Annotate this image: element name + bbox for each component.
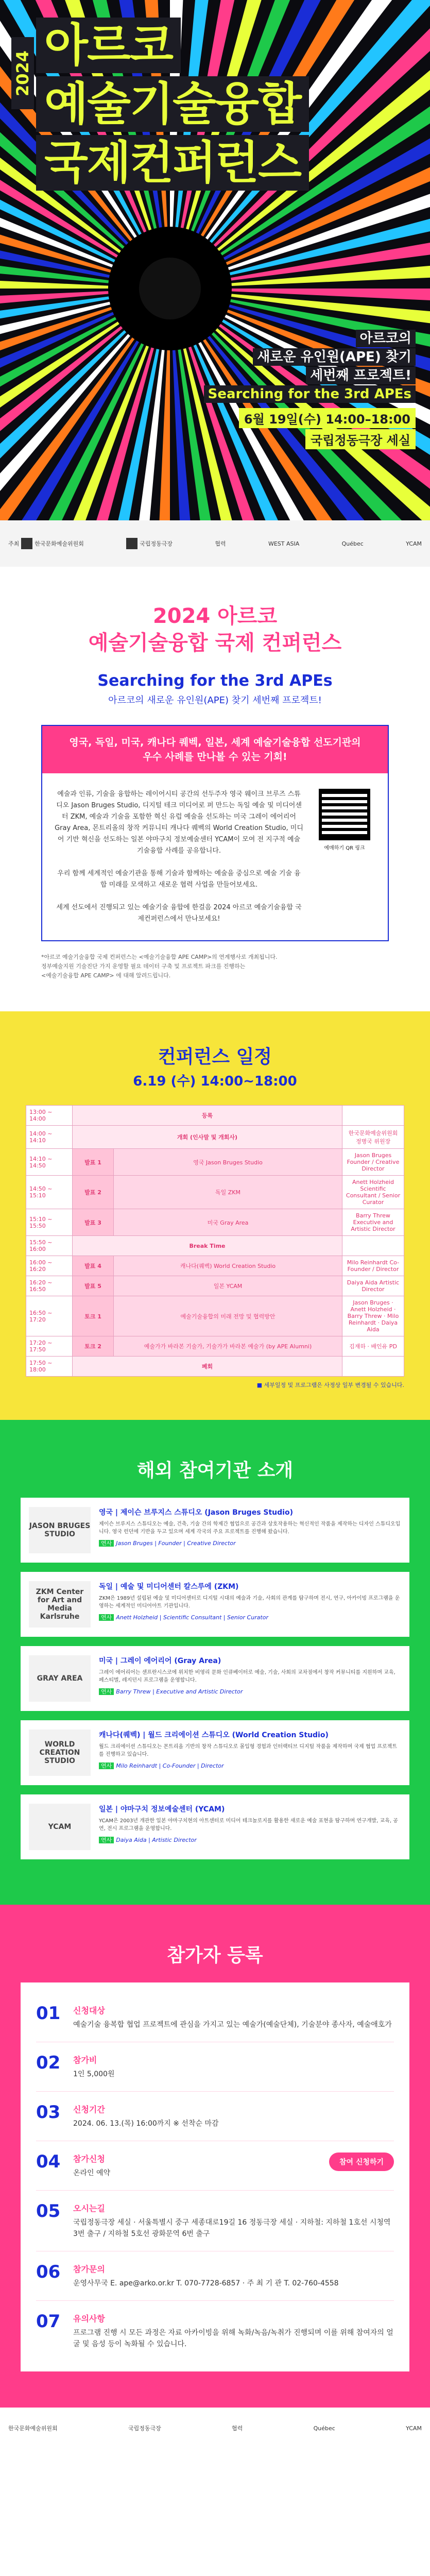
schedule-time: 16:00 ~ 16:20: [26, 1256, 73, 1276]
schedule-speaker: Jason Bruges · Anett Holzheid · Barry Threw · Milo Reinhardt · Daiya Aida: [342, 1296, 404, 1336]
speaker-tag: 연사: [99, 1762, 114, 1769]
registration-heading: 참가비: [73, 2055, 97, 2065]
schedule-item: 예술기술융합의 미래 전망 및 협력방안: [114, 1296, 342, 1336]
schedule-row: [26, 1296, 404, 1336]
schedule-item: 미국 Gray Area: [114, 1209, 342, 1236]
arko-logo-icon: [21, 538, 32, 549]
registration-number: 04: [36, 2151, 61, 2172]
registration-heading: 유의사항: [73, 2314, 105, 2324]
schedule-time: 13:00 ~ 14:00: [26, 1106, 73, 1126]
logo-quebec: Québec: [341, 540, 364, 547]
hero-title: [36, 18, 420, 194]
schedule-row: [26, 1149, 404, 1176]
intro-box: [41, 725, 389, 941]
institution-speaker: 연사 Milo Reinhardt | Co-Founder | Director: [99, 1761, 401, 1770]
registration-number: 05: [36, 2201, 61, 2222]
schedule-time: 16:50 ~ 17:20: [26, 1296, 73, 1336]
footer-logos: [0, 2408, 430, 2449]
registration-item: [36, 2251, 394, 2301]
intro-title-1: 2024 아르코: [152, 604, 278, 628]
hero-title-line-3: 국제컨퍼런스: [36, 135, 309, 191]
schedule-time: 16:20 ~ 16:50: [26, 1276, 73, 1296]
schedule-session: 발표 4: [73, 1256, 114, 1276]
registration-text: 프로그램 진행 시 모든 과정은 자료 아카이빙을 위해 녹화/녹음/녹취가 진행되며 이를 위해 참여자의 얼굴 및 음성 등이 녹화될 수 있습니다.: [73, 2329, 393, 2348]
schedule-row: [26, 1276, 404, 1296]
schedule-speaker: Milo Reinhardt Co-Founder / Director: [342, 1256, 404, 1276]
registration-heading: 참가문의: [73, 2264, 105, 2274]
registration-title: 참가자 등록: [167, 1945, 263, 1966]
hero: [0, 0, 430, 520]
hero-title-line-2: 예술기술융합: [36, 76, 309, 132]
schedule-row: [26, 1357, 404, 1377]
schedule-speaker: 한국문화예술위원회 정병국 위원장: [342, 1126, 404, 1149]
schedule-session: 발표 3: [73, 1209, 114, 1236]
institutions-section: [0, 1420, 430, 1905]
schedule-row: [26, 1336, 404, 1357]
intro-box-title: 영국, 독일, 미국, 캐나다 퀘벡, 일본, 세계 예술기술융합 선도기관의 우수 사례를 만나볼 수 있는 기회!: [42, 726, 388, 773]
schedule-title: 컨퍼런스 일정: [158, 1046, 272, 1067]
schedule-time: 14:00 ~ 14:10: [26, 1126, 73, 1149]
schedule-note: ■ 세부일정 및 프로그램은 사정상 일부 변경될 수 있습니다.: [256, 1382, 404, 1388]
schedule-item: 영국 Jason Bruges Studio: [114, 1149, 342, 1176]
speaker-tag: 연사: [99, 1837, 114, 1843]
institution-logo: YCAM: [29, 1804, 91, 1850]
institution-logo: GRAY AREA: [29, 1655, 91, 1702]
institution-name: 미국 | 그레이 에어리어 (Gray Area): [99, 1657, 221, 1665]
year-badge: 2024: [11, 37, 34, 109]
hero-date: 6월 19일(수) 14:00–18:00: [239, 408, 416, 428]
registration-item: [36, 2301, 394, 2361]
schedule-item: 폐회: [73, 1357, 342, 1377]
hero-sub-1: 아르코의: [356, 330, 416, 347]
intro-section: [0, 567, 430, 1011]
schedule-session: 토크 2: [73, 1336, 114, 1357]
registration-heading: 오시는길: [73, 2204, 105, 2213]
schedule-row: [26, 1256, 404, 1276]
schedule-time: 14:50 ~ 15:10: [26, 1176, 73, 1209]
schedule-session: 발표 5: [73, 1276, 114, 1296]
registration-number: 06: [36, 2262, 61, 2282]
schedule-item: 독일 ZKM: [114, 1176, 342, 1209]
footer-logo-ycam: YCAM: [406, 2425, 422, 2432]
speaker-tag: 연사: [99, 1540, 114, 1547]
intro-notes: *아르코 예술기술융합 국제 컨퍼런스는 <예술기술융합 APE CAMP>의 연계행사로 개최됩니다. 정부예술지원 기술진단 가지 운영할 필요 데이터 구축 및 프로젝트 파크를 진행하는 <예술기술융합 APE CAMP> 에 대해 알려드립니다.: [41, 954, 278, 979]
institution-card: [21, 1498, 409, 1563]
footer-logo-theater: 국립정동극장: [128, 2425, 161, 2432]
intro-para-1: 예술과 인류, 기술을 융합하는 레이어시티 공간의 선두주자 영국 웨이크 브루즈 스튜디오 Jason Bruges Studio, 디지털 테크 미디어로 퍼 만드는 독일 예술 및 미디어센터 ZKM, 예술과 기술을 포함한 혁신 유럽 예술을 선도하는 미국 그레이 에어리어 Gray Area, 몬트리올의 창작 커뮤니티 캐나다 퀘벡의 World Creation Studio, 미디어 기반 혁신을 선도하는 일본 야마구치 정보예술센터 YCAM이 모여 전 지구적 예술기술융합 사례를 공유합니다.: [55, 790, 303, 855]
registration-heading: 신청기간: [73, 2105, 105, 2114]
footer-logo-quebec: Québec: [313, 2425, 335, 2432]
institution-card: [21, 1794, 409, 1859]
schedule-speaker: Anett Holzheid Scientific Consultant / Senior Curator: [342, 1176, 404, 1209]
registration-list: [21, 1982, 409, 2371]
logo-westasia: WEST ASIA: [268, 540, 300, 547]
institution-speaker: 연사 Jason Bruges | Founder | Creative Director: [99, 1539, 401, 1547]
theater-logo-icon: [126, 538, 137, 549]
registration-heading: 신청대상: [73, 2006, 105, 2015]
institution-name: 독일 | 예술 및 미디어센터 칼스루에 (ZKM): [99, 1583, 239, 1591]
logo-partner-label: 협력: [215, 540, 226, 547]
registration-text: 2024. 06. 13.(목) 16:00까지 ※ 선착순 마감: [73, 2120, 219, 2128]
schedule-item: Break Time: [73, 1236, 342, 1256]
registration-text: 운영사무국 E. ape@arko.or.kr T. 070-7728-6857 · 주 최 기 관 T. 02-760-4558: [73, 2279, 339, 2287]
institution-speaker: 연사 Anett Holzheid | Scientific Consultant | Senior Curator: [99, 1613, 401, 1621]
schedule-item: 예술가가 바라본 기술가, 기술가가 바라본 예술가 (by APE Alumni): [114, 1336, 342, 1357]
institution-name: 일본 | 야마구치 정보예술센터 (YCAM): [99, 1805, 225, 1814]
institution-desc: 제이슨 브루지스 스튜디오는 예술, 건축, 기술 간의 학제간 협업으로 공간과 상호작용하는 혁신적인 작품을 제작하는 디자인 스튜디오입니다. 영국 런던에 기반을 두고 있으며 세계 각국의 주요 프로젝트를 진행해 왔습니다.: [99, 1521, 401, 1535]
registration-item: [36, 1993, 394, 2042]
schedule-section: [0, 1011, 430, 1420]
registration-number: 07: [36, 2311, 61, 2332]
institution-logo: WORLD CREATION STUDIO: [29, 1730, 91, 1776]
schedule-item: 등록: [73, 1106, 342, 1126]
institution-desc: YCAM은 2003년 개관한 일본 야마구치현의 아트센터로 미디어 테크놀로지를 활용한 새로운 예술 표현을 탐구하며 연구개발, 교육, 공연, 전시 프로그램을 운영합니다.: [99, 1818, 398, 1832]
registration-section: [0, 1905, 430, 2408]
schedule-row: [26, 1209, 404, 1236]
registration-number: 01: [36, 2003, 61, 2024]
hero-sub-3: 세번째 프로젝트!: [306, 367, 416, 384]
registration-item: [36, 2042, 394, 2092]
registration-text: 국립정동극장 세실 · 서울특별시 중구 세종대로19길 16 정동극장 세실 · 지하철: 지하철 1호선 시청역 3번 출구 / 지하철 5호선 광화문역 6번 출구: [73, 2218, 391, 2238]
logo-theater: 국립정동극장: [126, 538, 173, 549]
registration-heading: 참가신청: [73, 2154, 105, 2164]
schedule-table: [26, 1105, 404, 1377]
schedule-speaker: Barry Threw Executive and Artistic Director: [342, 1209, 404, 1236]
institution-speaker: 연사 Daiya Aida | Artistic Director: [99, 1836, 401, 1844]
qr-code-icon: [319, 789, 370, 840]
intro-para-3: 세계 선도에서 진행되고 있는 예술기술 융합에 한걸음 2024 아르코 예술기술융합 국제컨퍼런스에서 만나보세요!: [56, 904, 302, 923]
institution-card: [21, 1720, 409, 1785]
schedule-session: 토크 1: [73, 1296, 114, 1336]
speaker-tag: 연사: [99, 1614, 114, 1621]
institution-desc: ZKM은 1989년 설립된 예술 및 미디어센터로 디지털 시대의 예술과 기술, 사회의 관계를 탐구하며 전시, 연구, 아카이빙 프로그램을 운영하는 세계적인 미디어아트 기관입니다.: [99, 1596, 400, 1609]
institution-card: [21, 1572, 409, 1637]
institution-speaker: 연사 Barry Threw | Executive and Artistic Director: [99, 1687, 401, 1696]
schedule-session: 발표 1: [73, 1149, 114, 1176]
hero-subtitle: [204, 330, 416, 449]
schedule-time: 15:50 ~ 16:00: [26, 1236, 73, 1256]
schedule-speaker: [342, 1106, 404, 1126]
registration-text: 온라인 예약: [73, 2169, 111, 2177]
hero-venue: 국립정동극장 세실: [305, 429, 416, 449]
institution-desc: 그레이 에어리어는 샌프란시스코에 위치한 비영리 문화 인큐베이터로 예술, 기술, 사회의 교차점에서 창작 커뮤니티를 지원하며 교육, 페스티벌, 레지던시 프로그램을 운영합니다.: [99, 1670, 395, 1683]
schedule-speaker: 김재하 · 배인유 PD: [342, 1336, 404, 1357]
schedule-time: 17:20 ~ 17:50: [26, 1336, 73, 1357]
hero-sub-4: Searching for the 3rd APEs: [204, 385, 416, 403]
hero-title-line-1: 아르코: [36, 18, 181, 73]
schedule-item: 개회 (인사말 및 개회사): [73, 1126, 342, 1149]
schedule-speaker: Jason Bruges Founder / Creative Director: [342, 1149, 404, 1176]
schedule-time: 15:10 ~ 15:50: [26, 1209, 73, 1236]
registration-item: [36, 2092, 394, 2141]
schedule-time: 14:10 ~ 14:50: [26, 1149, 73, 1176]
registration-number: 02: [36, 2053, 61, 2073]
institution-logo: JASON BRUGES STUDIO: [29, 1507, 91, 1553]
institutions-title: 해외 참여기관 소개: [136, 1460, 294, 1481]
logo-host: 주최 한국문화예술위원회: [8, 538, 84, 549]
institution-logo: ZKM Center for Art and Media Karlsruhe: [29, 1581, 91, 1628]
registration-number: 03: [36, 2102, 61, 2123]
intro-para-2: 우리 함께 세계적인 예술기관을 통해 기술과 함께하는 예술을 중심으로 예술 기술 융합 미래를 모색하고 새로운 협력 사업을 만들어보세요.: [57, 870, 301, 889]
schedule-row: [26, 1236, 404, 1256]
speaker-tag: 연사: [99, 1688, 114, 1695]
schedule-speaker: [342, 1236, 404, 1256]
intro-subtitle: 아르코의 새로운 유인원(APE) 찾기 세번째 프로젝트!: [108, 695, 322, 706]
schedule-speaker: [342, 1357, 404, 1377]
schedule-row: [26, 1126, 404, 1149]
registration-item: [36, 2191, 394, 2251]
registration-text: 예술기술 융복합 협업 프로젝트에 관심을 가지고 있는 예술가(예술단체), 기술분야 종사자, 예술애호가: [73, 2021, 392, 2029]
schedule-row: [26, 1176, 404, 1209]
schedule-speaker: Daiya Aida Artistic Director: [342, 1276, 404, 1296]
logo-ycam: YCAM: [406, 540, 422, 547]
footer-logo-arko: 한국문화예술위원회: [8, 2425, 58, 2432]
logo-bar: [0, 520, 430, 567]
schedule-item: 일본 YCAM: [114, 1276, 342, 1296]
registration-text: 1인 5,000원: [73, 2070, 115, 2078]
footer-partner-label: 협력: [232, 2425, 243, 2432]
institution-name: 캐나다(퀘벡) | 월드 크리에이션 스튜디오 (World Creation Studio): [99, 1731, 329, 1739]
qr-code[interactable]: 예매하기 QR 링크: [314, 789, 375, 925]
schedule-session: 발표 2: [73, 1176, 114, 1209]
schedule-date: 6.19 (수) 14:00~18:00: [133, 1074, 297, 1089]
intro-title-2: 예술기술융합 국제 컨퍼런스: [88, 631, 342, 655]
institution-desc: 월드 크리에이션 스튜디오는 몬트리올 기반의 창작 스튜디오로 몰입형 경험과 인터랙티브 디지털 작품을 제작하며 국제 협업 프로젝트를 진행하고 있습니다.: [99, 1744, 397, 1757]
schedule-row: [26, 1106, 404, 1126]
apply-button[interactable]: 참여 신청하기: [329, 2153, 394, 2171]
intro-en-title: Searching for the 3rd APEs: [97, 672, 333, 690]
hero-sub-2: 새로운 유인원(APE) 찾기: [253, 348, 416, 366]
institution-card: [21, 1646, 409, 1711]
schedule-time: 17:50 ~ 18:00: [26, 1357, 73, 1377]
schedule-item: 캐나다(퀘벡) World Creation Studio: [114, 1256, 342, 1276]
registration-item: [36, 2141, 394, 2191]
institution-name: 영국 | 제이슨 브루지스 스튜디오 (Jason Bruges Studio): [99, 1509, 293, 1517]
